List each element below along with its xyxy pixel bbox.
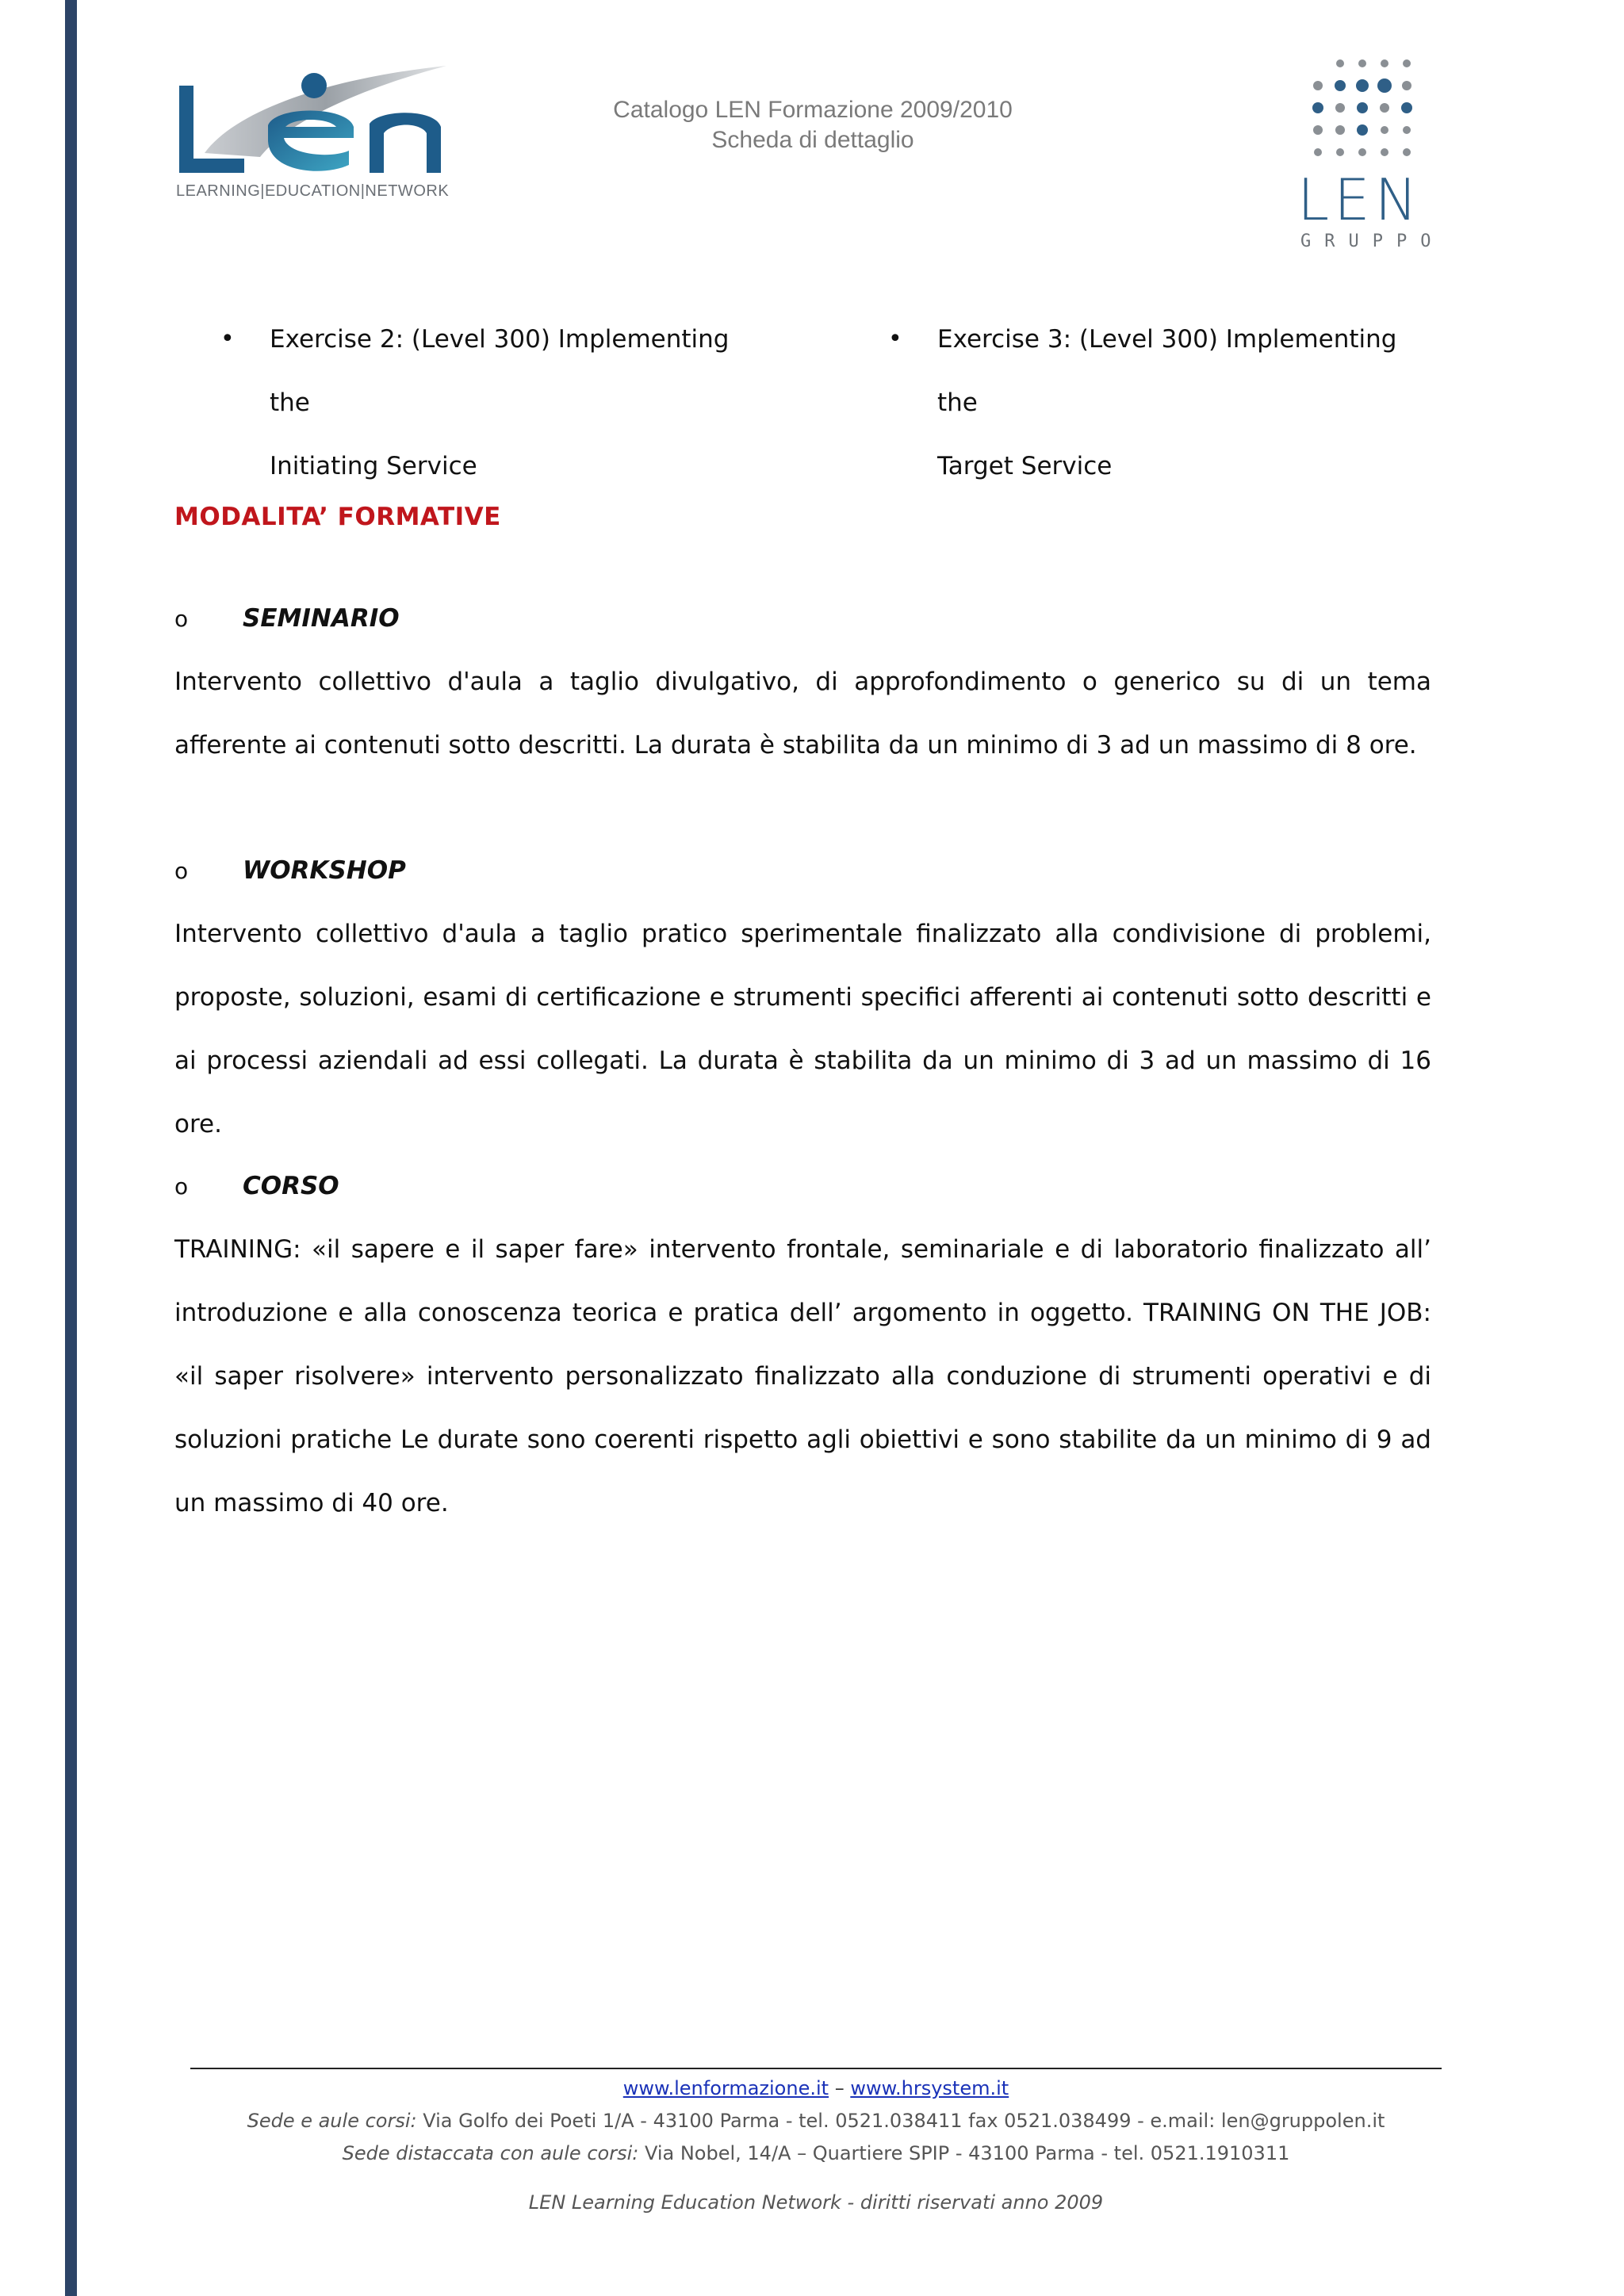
item-label: CORSO <box>243 1172 339 1200</box>
gruppo-logo-brand: LEN <box>1297 166 1423 233</box>
branch-text: Via Nobel, 14/A – Quartiere SPIP - 43100 Parma - tel. 0521.1910311 <box>638 2142 1290 2164</box>
len-logo <box>173 62 450 212</box>
exercise-bullet <box>888 308 1459 498</box>
item-heading-workshop <box>174 855 406 887</box>
item-label: SEMINARIO <box>243 604 400 633</box>
item-text-workshop: Intervento collettivo d'aula a taglio pratico sperimentale finalizzato alla condivisione di problemi, proposte, soluzioni, esami di certificazione e strumenti specifici afferenti ai contenuti sotto descritti e ai processi aziendali ad essi collegati. La durata è stabilita da un minimo di 3 ad un massimo di 16 ore. <box>174 920 1431 1138</box>
item-heading-seminario <box>174 603 400 635</box>
len-logo-tagline: LEARNING|EDUCATION|NETWORK <box>176 182 450 200</box>
link-separator: – <box>834 2077 845 2099</box>
item-heading-corso <box>174 1170 339 1203</box>
catalog-title: Catalogo LEN Formazione 2009/2010 <box>613 97 1013 123</box>
footer-address <box>190 2110 1442 2132</box>
len-logo-graphic <box>173 62 450 189</box>
address-text: Via Golfo dei Poeti 1/A - 43100 Parma - tel. 0521.038411 fax 0521.038499 - e.mail: len@gruppolen.it <box>416 2110 1385 2132</box>
address-label: Sede e aule corsi: <box>247 2110 417 2132</box>
catalog-subtitle: Scheda di dettaglio <box>711 127 914 153</box>
bullet-marker: • <box>220 325 235 353</box>
item-marker: o <box>174 606 189 632</box>
exercise-text-line1: Exercise 3: (Level 300) Implementing the <box>937 325 1397 417</box>
len-gruppo-logo <box>1293 54 1467 260</box>
gruppo-logo-sub: GRUPPO <box>1300 232 1445 251</box>
exercise-bullet <box>220 308 791 498</box>
dot-grid-graphic <box>1293 54 1451 171</box>
link-lenformazione[interactable]: www.lenformazione.it <box>622 2077 829 2099</box>
page-header <box>555 95 1071 155</box>
item-marker: o <box>174 1173 189 1200</box>
left-margin-bar <box>65 0 77 2296</box>
link-hrsystem[interactable]: www.hrsystem.it <box>850 2077 1009 2099</box>
footer-divider <box>190 2068 1442 2069</box>
item-text-seminario: Intervento collettivo d'aula a taglio divulgativo, di approfondimento o generico su di un tema afferente ai contenuti sotto descritti. La durata è stabilita da un minimo di 3 ad un massimo di 8 ore. <box>174 668 1431 760</box>
exercise-text-line2: Target Service <box>937 452 1113 480</box>
exercise-text-line1: Exercise 2: (Level 300) Implementing the <box>270 325 730 417</box>
bullet-marker: • <box>888 325 902 353</box>
footer-links <box>190 2077 1442 2099</box>
section-title: MODALITA’ FORMATIVE <box>174 503 501 531</box>
exercise-text-line2: Initiating Service <box>270 452 477 480</box>
item-marker: o <box>174 858 189 884</box>
branch-label: Sede distaccata con aule corsi: <box>342 2142 639 2164</box>
footer-branch-address <box>190 2142 1442 2164</box>
item-label: WORKSHOP <box>243 856 406 885</box>
footer-rights: LEN Learning Education Network - diritti riservati anno 2009 <box>528 2191 1104 2214</box>
item-text-corso: TRAINING: «il sapere e il saper fare» intervento frontale, seminariale e di laboratorio finalizzato all’ introduzione e alla conoscenza teorica e pratica dell’ argomento in oggetto. TRAINING ON THE JOB: «il saper risolvere» intervento personalizzato finalizzato alla conduzione di strumenti operativi e di soluzioni pratiche Le durate sono coerenti rispetto agli obiettivi e sono stabilite da un minimo di 9 ad un massimo di 40 ore. <box>174 1235 1431 1517</box>
